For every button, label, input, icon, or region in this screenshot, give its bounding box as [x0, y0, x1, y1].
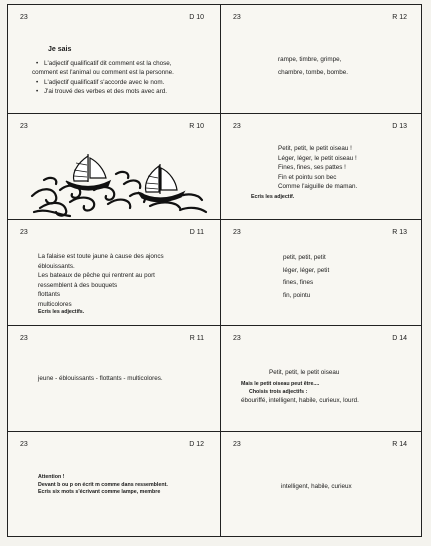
card-number: 23 — [20, 441, 28, 448]
card-body: ébouriffé, intelligent, habile, curieux, lourd. — [241, 397, 359, 404]
card-line: Comme l'aiguille de maman. — [278, 183, 358, 190]
sailboats-illustration — [30, 150, 210, 219]
card-line: Choisis trois adjectifs : — [249, 388, 308, 395]
card-line — [8, 87, 220, 97]
card-line: Les bateaux de pêche qui rentrent au port — [38, 272, 155, 279]
card-line: chambre, tombe, bombe. — [278, 69, 349, 76]
card-number: 23 — [20, 229, 28, 236]
card-body: intelligent, habile, curieux — [281, 483, 352, 490]
card-code: R 13 — [392, 229, 407, 236]
card-r11 — [8, 326, 220, 431]
card-line: Petit, petit, le petit oiseau ! — [278, 145, 352, 152]
card-line: Devant b ou p on écrit m comme dans ressemblent. — [38, 481, 168, 488]
card-line: Léger, léger, le petit oiseau ! — [278, 154, 357, 162]
card-r10 — [8, 114, 220, 219]
card-number: 23 — [233, 123, 241, 130]
card-line: rampe, timbre, grimpe, — [278, 56, 342, 63]
card-text: • J'ai trouvé des verbes et des mots avec ard. — [44, 88, 167, 95]
card-instruction — [221, 381, 423, 396]
card-line: Fin et pointu son bec — [278, 173, 337, 181]
card-line: fin, pointu — [283, 291, 311, 299]
card-d12 — [8, 432, 220, 538]
card-body — [8, 374, 220, 384]
card-code: D 12 — [189, 441, 204, 448]
card-number: 23 — [20, 14, 28, 21]
card-body — [221, 53, 423, 79]
card-line: petit, petit, petit — [283, 254, 326, 261]
card-d11 — [8, 220, 220, 325]
card-code: R 10 — [189, 123, 204, 130]
card-line: éblouissants. — [38, 262, 75, 270]
card-line: comment est l'animal ou comment est la personne. — [32, 69, 174, 76]
card-body — [221, 144, 423, 192]
card-number: 23 — [20, 335, 28, 342]
card-sheet — [7, 4, 422, 537]
card-code: R 12 — [392, 14, 407, 21]
card-r13 — [221, 220, 423, 325]
card-line — [8, 78, 220, 88]
card-code: D 13 — [392, 123, 407, 130]
card-line: léger, léger, petit — [283, 266, 330, 274]
card-body — [8, 474, 220, 497]
card-line: Ecris six mots s'écrivant comme lampe, membre — [38, 489, 161, 495]
card-code: R 14 — [392, 441, 407, 448]
card-number: 23 — [20, 123, 28, 130]
card-code: D 10 — [189, 14, 204, 21]
card-number: 23 — [233, 229, 241, 236]
card-line: Attention ! — [38, 474, 65, 480]
card-text: • L'adjectif qualificatif dit comment est la chose, — [44, 60, 172, 67]
card-line: fines, fines — [283, 279, 314, 286]
card-body — [8, 252, 220, 317]
card-number: 23 — [233, 14, 241, 21]
card-code: D 14 — [392, 335, 407, 342]
card-instruction: Ecris les adjectifs. — [38, 309, 85, 315]
card-r14 — [221, 432, 423, 538]
card-line: flottants — [38, 291, 61, 298]
card-number: 23 — [233, 441, 241, 448]
card-d13 — [221, 114, 423, 219]
card-line: La falaise est toute jaune à cause des ajoncs — [38, 253, 164, 260]
card-code: D 11 — [189, 229, 204, 236]
card-line: multicolores — [38, 300, 72, 308]
card-line: ressemblent à des bouquets — [38, 281, 118, 289]
card-d14 — [221, 326, 423, 431]
card-heading: Je sais — [48, 46, 72, 53]
card-line — [8, 59, 220, 69]
card-body — [8, 45, 220, 97]
card-line: Fines, fines, ses pattes ! — [278, 164, 346, 171]
card-instruction: Ecris les adjectif. — [251, 194, 295, 200]
card-number: 23 — [233, 335, 241, 342]
card-text: • L'adjectif qualificatif s'accorde avec le nom. — [44, 79, 164, 86]
card-r12 — [221, 5, 423, 113]
card-d10 — [8, 5, 220, 113]
card-title: Petit, petit, le petit oiseau — [269, 369, 340, 376]
card-code: R 11 — [189, 335, 204, 342]
card-body — [221, 252, 423, 302]
card-line: jeune - éblouissants - flottants - multicolores. — [38, 375, 163, 382]
card-line: Mais le petit oiseau peut être.... — [241, 381, 320, 387]
